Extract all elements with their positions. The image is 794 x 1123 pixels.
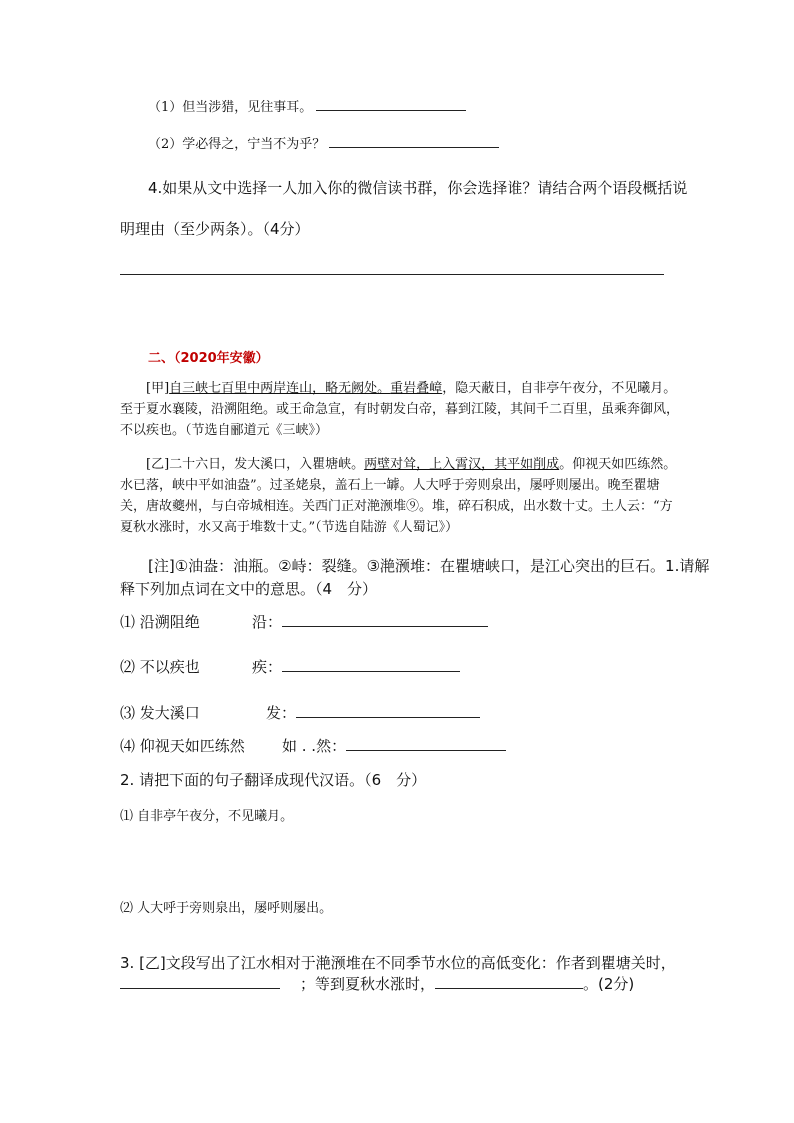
word-item-2-word: 疾： xyxy=(252,658,283,676)
passage-yi-label: [乙] xyxy=(146,457,170,472)
passage-yi-text-3: ”。过圣姥泉，盖石上一罅。人大呼于旁则泉出，屡呼则屡出。晚至瞿塘关，唐故夔州，与白帝城相连。关西门正对滟滪堆⑨。堆，碎石积成，出水数十丈。土人云：“方夏秋水涨时，水又高于堆数十丈。” xyxy=(120,478,673,535)
word-item-2-answer xyxy=(252,656,460,677)
question-3-1-text: （1）但当涉猎，见往事耳。 xyxy=(148,100,313,115)
word-item-2-phrase: ⑵ 不以疾也 xyxy=(120,658,200,676)
question-3-mid: ；等到夏秋水涨时， xyxy=(300,975,436,993)
question-4-line1: 4.如果从文中选择一人加入你的微信读书群，你会选择谁？请结合两个语段概括说 xyxy=(148,179,688,197)
section-heading: 二、（2020年安徽） xyxy=(148,351,269,366)
question-3-line2 xyxy=(120,973,634,994)
word-item-4-word: 如 . .然： xyxy=(282,737,347,755)
question-4-line2: 明理由（至少两条）。（4分） xyxy=(120,220,310,238)
answer-blank[interactable] xyxy=(282,671,460,672)
passage-jia-underlined-1: 自三峡七百里中两岸连山，略无阙处。 xyxy=(169,381,391,396)
answer-blank[interactable] xyxy=(316,110,466,111)
passage-jia-source: （节选自郦道元《三峡》） xyxy=(185,423,329,438)
passage-yi-underlined: 两壁对耸，上入霄汉，其平如削成 xyxy=(364,457,560,472)
word-item-3-phrase: ⑶ 发大溪口 xyxy=(120,704,200,722)
question-3-2-text: （2）学必得之，宁当不为乎？ xyxy=(148,137,326,152)
notes-line1: [注]①油盎：油瓶。②峙：裂缝。③滟滪堆：在瞿塘峡口，是江心突出的巨石。1.请解 xyxy=(148,557,710,575)
word-item-1-answer xyxy=(252,611,488,632)
word-item-2 xyxy=(120,656,200,677)
passage-yi-source: （节选自陆游《人蜀记》） xyxy=(315,520,459,535)
word-item-4-answer xyxy=(282,735,506,756)
answer-blank[interactable] xyxy=(346,750,506,751)
answer-blank[interactable] xyxy=(329,147,499,148)
passage-yi xyxy=(120,454,680,538)
passage-yi-text-1: 二十六日，发大溪口，入瞿塘峡。 xyxy=(169,457,365,472)
notes-line2: 释下列加点词在文中的意思。（4 分） xyxy=(120,580,378,598)
answer-line[interactable] xyxy=(120,274,664,275)
word-item-3 xyxy=(120,702,200,723)
question-3-1 xyxy=(148,96,466,115)
question-3-2 xyxy=(148,133,499,152)
passage-jia-text: ，隐天蔽日，自非亭午夜分，不见曦月。至于夏水襄陵，沿溯阻绝。或王命急宣，有时朝发白帝，暮到江陵，其间千二百里，虽乘奔御风，不以疾也。 xyxy=(120,381,680,438)
answer-blank[interactable] xyxy=(120,988,280,989)
answer-blank[interactable] xyxy=(435,988,583,989)
word-item-1-phrase: ⑴ 沿溯阻绝 xyxy=(120,613,200,631)
passage-jia-label: [甲] xyxy=(146,381,170,396)
word-item-4 xyxy=(120,735,245,756)
word-item-3-answer xyxy=(266,702,480,723)
question-2-title: 2. 请把下面的句子翻译成现代汉语。（6 分） xyxy=(120,771,427,789)
passage-jia xyxy=(120,378,680,441)
question-3-end: 。(2分) xyxy=(583,975,635,993)
passage-jia-underlined-2: 重岩叠嶂 xyxy=(390,381,443,396)
question-2-1: ⑴ 自非亭午夜分，不见曦月。 xyxy=(120,809,294,824)
question-2-2: ⑵ 人大呼于旁则泉出，屡呼则屡出。 xyxy=(120,901,333,916)
word-item-1 xyxy=(120,611,200,632)
answer-blank[interactable] xyxy=(296,717,480,718)
passage-yi-text-2: 。仰视天如匹练然。水已落，峡中平如油盎 xyxy=(120,457,677,493)
word-item-1-word: 沿： xyxy=(252,613,283,631)
word-item-3-word: 发： xyxy=(266,704,297,722)
question-3-line1: 3. [乙]文段写出了江水相对于滟滪堆在不同季节水位的高低变化：作者到瞿塘关时， xyxy=(120,954,676,972)
word-item-4-phrase: ⑷ 仰视天如匹练然 xyxy=(120,737,245,755)
answer-blank[interactable] xyxy=(282,626,488,627)
